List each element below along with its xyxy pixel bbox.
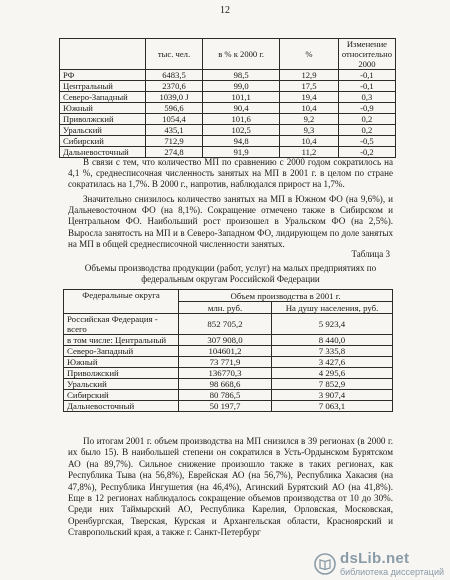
table-label: Таблица 3 <box>351 249 390 259</box>
table-cell: 1039,0 J <box>145 92 202 103</box>
table-cell: Уральский <box>64 379 179 390</box>
table-cell: Дальневосточный <box>64 401 179 412</box>
table-cell: 12,9 <box>280 70 339 81</box>
watermark-subtitle: библиотека диссертаций <box>339 567 444 577</box>
table-cell: 17,5 <box>280 81 339 92</box>
employment-table <box>59 38 396 158</box>
table-row <box>60 114 396 125</box>
table-cell: 7 063,1 <box>272 401 393 412</box>
table-row <box>64 390 393 401</box>
table-row <box>60 136 396 147</box>
table-cell: 712,9 <box>145 136 202 147</box>
table-header-cell: % <box>280 39 339 70</box>
table-cell: Сибирский <box>60 136 146 147</box>
table-cell: Центральный <box>60 81 146 92</box>
table-cell: 852 705,2 <box>179 314 272 335</box>
table-cell: 596,6 <box>145 103 202 114</box>
table-row <box>60 103 396 114</box>
table-cell: в том числе: Центральный <box>64 335 179 346</box>
paragraph: В связи с тем, что количество МП по сравнению с 2000 годом сократилось на 4,1 %, среднесписочная численность занятых на МП в 2001 г. в целом по стране сократилась на 1,7%. В 2000 г., напротив, наблюдался прирост на 1,7%. <box>68 157 393 190</box>
table-cell: 274,8 <box>145 147 202 158</box>
table-cell: 104601,2 <box>179 346 272 357</box>
table-cell: 101,1 <box>203 92 280 103</box>
book-icon <box>314 553 336 575</box>
table-row <box>64 346 393 357</box>
table-cell: 9,2 <box>280 114 339 125</box>
table-cell: Южный <box>60 103 146 114</box>
table-cell: Южный <box>64 357 179 368</box>
table-cell: 0,3 <box>338 92 395 103</box>
table-header-row <box>64 290 393 302</box>
table-cell: Дальневосточный <box>60 147 146 158</box>
table-row <box>64 314 393 335</box>
table-header-cell: Изменение относительно 2000 <box>338 39 395 70</box>
table-cell: Северо-Западный <box>60 92 146 103</box>
table-cell: 94,8 <box>203 136 280 147</box>
table-cell: Приволжский <box>64 368 179 379</box>
table-cell: 8 440,0 <box>272 335 393 346</box>
table-cell: 11,2 <box>280 147 339 158</box>
table-header-cell: в % к 2000 г. <box>203 39 280 70</box>
table-cell: Сибирский <box>64 390 179 401</box>
table-row <box>64 401 393 412</box>
table-cell: 50 197,7 <box>179 401 272 412</box>
table-cell: 80 786,5 <box>179 390 272 401</box>
table-row <box>60 147 396 158</box>
table-header-cell: На душу населения, руб. <box>272 302 393 314</box>
table-cell: -0,1 <box>338 70 395 81</box>
table-cell: 99,0 <box>203 81 280 92</box>
table-cell: 7 852,9 <box>272 379 393 390</box>
table-cell: 0,2 <box>338 125 395 136</box>
watermark <box>314 550 444 577</box>
paragraph: По итогам 2001 г. объем производства на МП снизился в 39 регионах (в 2000 г. их было 15). В наибольшей степени он сократился в Усть-Ордынском Бурятском АО (на 89,7%). Сильное снижение произошло также в таких регионах, как Республика Тыва (на 56,8%), Еврейская АО (на 56,7%), Республика Хакасия (на 47,8%), Республика Ингушетия (на 46,4%), Агинский Бурятский АО (на 41,8%). Еще в 12 регионах наблюдалось сокращение объемов производства от 10 до 30%. Среди них Таймырский АО, Республика Карелия, Орловская, Московская, Оренбургская, Тверская, Курская и Архангельская области, Красноярский и Ставропольский края, а также г. Санкт-Петербург <box>68 436 393 538</box>
table-cell: 73 771,9 <box>179 357 272 368</box>
table-cell: 0,2 <box>338 114 395 125</box>
table-cell: Уральский <box>60 125 146 136</box>
table-cell: 6483,5 <box>145 70 202 81</box>
table-cell: 98,5 <box>203 70 280 81</box>
table-row <box>60 81 396 92</box>
table-row <box>60 70 396 81</box>
table-header-cell: млн. руб. <box>179 302 272 314</box>
table-cell: 9,3 <box>280 125 339 136</box>
table-cell: -0,9 <box>338 103 395 114</box>
table-cell: -0,1 <box>338 81 395 92</box>
table-cell: 10,4 <box>280 103 339 114</box>
table-header-cell <box>60 39 146 70</box>
table-header-row <box>60 39 396 70</box>
table-row <box>60 125 396 136</box>
table-cell: 102,5 <box>203 125 280 136</box>
table-cell: -0,2 <box>338 147 395 158</box>
table-cell: Северо-Западный <box>64 346 179 357</box>
table-cell: 136770,3 <box>179 368 272 379</box>
paragraph: Значительно снизилось количество занятых на МП в Южном ФО (на 9,6%), и Дальневосточном ФО (на 8,1%). Сокращение отмечено также в Сибирском и Центральном ФО. Наибольший рост произошел в Уральском ФО (на 2,5%). Выросла занятость на МП и в Северо-Западном ФО, лидирующем по доле занятых на МП в общей среднесписочной численности занятых. <box>68 194 393 249</box>
table-cell: Российская Федерация - всего <box>64 314 179 335</box>
table-header-cell: Объем производства в 2001 г. <box>179 290 393 302</box>
table-cell: 90,4 <box>203 103 280 114</box>
table-cell: 98 668,6 <box>179 379 272 390</box>
production-table <box>63 289 393 412</box>
table-cell: 2370,6 <box>145 81 202 92</box>
page-number: 12 <box>220 5 230 16</box>
table-header-cell: Федеральные округа <box>64 290 179 314</box>
table-cell: 10,4 <box>280 136 339 147</box>
table-row <box>64 357 393 368</box>
table-cell: РФ <box>60 70 146 81</box>
table-cell: 91,9 <box>203 147 280 158</box>
table-header-cell: тыс. чел. <box>145 39 202 70</box>
table-cell: 307 908,0 <box>179 335 272 346</box>
table-row <box>64 335 393 346</box>
table-cell: -0,5 <box>338 136 395 147</box>
table-cell: 4 295,6 <box>272 368 393 379</box>
table-cell: 101,6 <box>203 114 280 125</box>
table-cell: 3 427,6 <box>272 357 393 368</box>
table-caption: Объемы производства продукции (работ, услуг) на малых предприятиях по федеральным округам Российской Федерации <box>84 263 377 284</box>
table-cell: 3 907,4 <box>272 390 393 401</box>
table-cell: 7 335,8 <box>272 346 393 357</box>
table-cell: 19,4 <box>280 92 339 103</box>
table-row <box>64 379 393 390</box>
table-cell: 5 923,4 <box>272 314 393 335</box>
table-row <box>60 92 396 103</box>
table-cell: Приволжский <box>60 114 146 125</box>
table-row <box>64 368 393 379</box>
table-cell: 1054,4 <box>145 114 202 125</box>
table-cell: 435,1 <box>145 125 202 136</box>
watermark-brand: dsLib.net <box>339 550 410 567</box>
